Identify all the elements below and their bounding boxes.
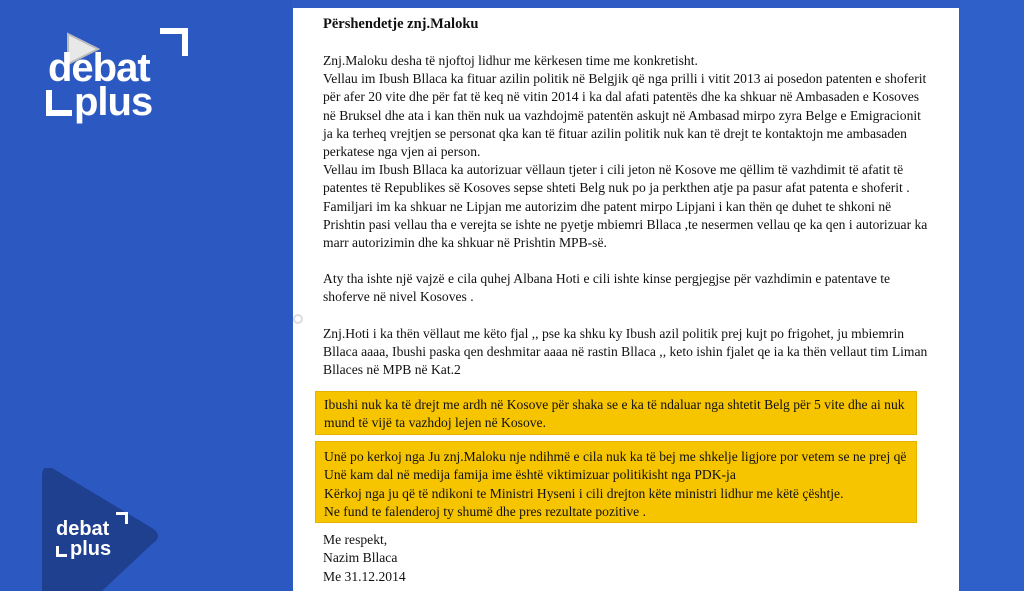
- debat-plus-badge: [42, 468, 164, 591]
- highlight-request-line2: Kërkoj nga ju që të ndikoni te Ministri Hyseni i cili drejton këte ministri lidhur me këtë çështje.: [324, 485, 844, 501]
- letter-body: [323, 52, 933, 379]
- highlight-request-line3: Ne fund te falenderoj ty shumë dhe pres rezultate pozitive .: [324, 504, 646, 520]
- paragraph-quote: Znj.Hoti i ka thën vëllaut me këto fjal ,, pse ka shku ky Ibush azil politik prej kujt po frigohet, ju mbiemrin Bllaca aaaa, Ibushi paska qen deshmitar aaaa në rastin Bllaca ,, keto ishin fjalet qe ia ka thën vellaut tim Liman Bllaces në MPB në Kat.2: [323, 325, 928, 378]
- highlight-text-ban: Ibushi nuk ka të drejt me ardh në Kosove për shaka se e ka të ndaluar nga shtetit Belg për 5 vite dhe ai nuk mund të vijë ta vazhdoj lejen në Kosove.: [324, 397, 905, 431]
- highlight-box-ban: [315, 391, 917, 435]
- highlight-box-request: [315, 441, 917, 523]
- spacer: [323, 307, 933, 325]
- signature-block: [323, 531, 406, 586]
- signature-date: Me 31.12.2014: [323, 568, 406, 584]
- signature-name: Nazim Bllaca: [323, 550, 398, 566]
- paragraph-asylum: Vellau im Ibush Bllaca ka fituar azilin politik në Belgjik që nga prilli i vitit 2013 ai posedon patenten e shoferit për afer 20 vite dhe për fat të keq në vitin 2014 i ka dal afati patentës dhe ka shkuar në Ambasaden e Kosoves në Bruksel dhe ata i kan thën nuk ua vazhdojmë patentën askujt në Ambasad mirpo zyra Belge e Emigracionit ja ka terheq vrejtjen se personat qka kan të fituar azilin politik nuk kan të drejt te kontaktojn me ambasaden perkatese nga vjen ai person.: [323, 71, 927, 160]
- logo-bracket-bottom-left: [46, 90, 72, 116]
- paragraph-lipjan: Familjari im ka shkuar ne Lipjan me autorizim dhe patent mirpo Lipjani i kan thën qe duhet te shkoni në Prishtin pasi vellau tha e verejta se ishte ne pyetje mbiemri Bllaca ,te nesermen vellau qe ka qen i autorizuar ka marr autorizimin dhe ka shkuar në Prishtin MPB-së.: [323, 198, 928, 251]
- badge-bracket-bottom-left: [56, 546, 67, 557]
- logo-word-plus: plus: [74, 80, 153, 124]
- right-background: [960, 0, 1024, 591]
- highlight-request-line1: Unë po kerkoj nga Ju znj.Maloku nje ndihmë e cila nuk ka të bej me shkelje ligjore por vetem se ne prej që Unë kam dal në medija famija ime është viktimizuar politikisht nga PDK-ja: [324, 449, 907, 483]
- paragraph-intro: Znj.Maloku desha të njoftoj lidhur me kërkesen time me konkretisht.: [323, 53, 698, 68]
- logo-bracket-top-right: [160, 28, 188, 56]
- letter-greeting: Përshendetje znj.Maloku: [323, 16, 479, 32]
- signature-closing: Me respekt,: [323, 532, 388, 547]
- logo-word-debat: debat: [48, 46, 150, 90]
- paragraph-hoti: Aty tha ishte një vajzë e cila quhej Albana Hoti e cili ishte kinse pergjegjse për vazhdimin e patentave te shoferve në nivel Kosoves .: [323, 271, 891, 305]
- badge-word-plus: plus: [70, 538, 112, 560]
- paragraph-authorization: Vellau im Ibush Bllaca ka autorizuar vëllaun tjeter i cili jeton në Kosove me qëllim të vazhdimit të afatit të patentes të Republikes së Kosoves sepse shteti Belg nuk po ja perkthen atje pa pasur afat patenta e shoferit .: [323, 162, 910, 196]
- badge-word-debat: debat: [56, 518, 110, 540]
- scroll-marker-icon: [293, 314, 303, 324]
- letter-document: [293, 8, 959, 591]
- debat-plus-logo: [40, 28, 200, 128]
- spacer: [323, 252, 933, 270]
- badge-bracket-top-right: [116, 512, 128, 524]
